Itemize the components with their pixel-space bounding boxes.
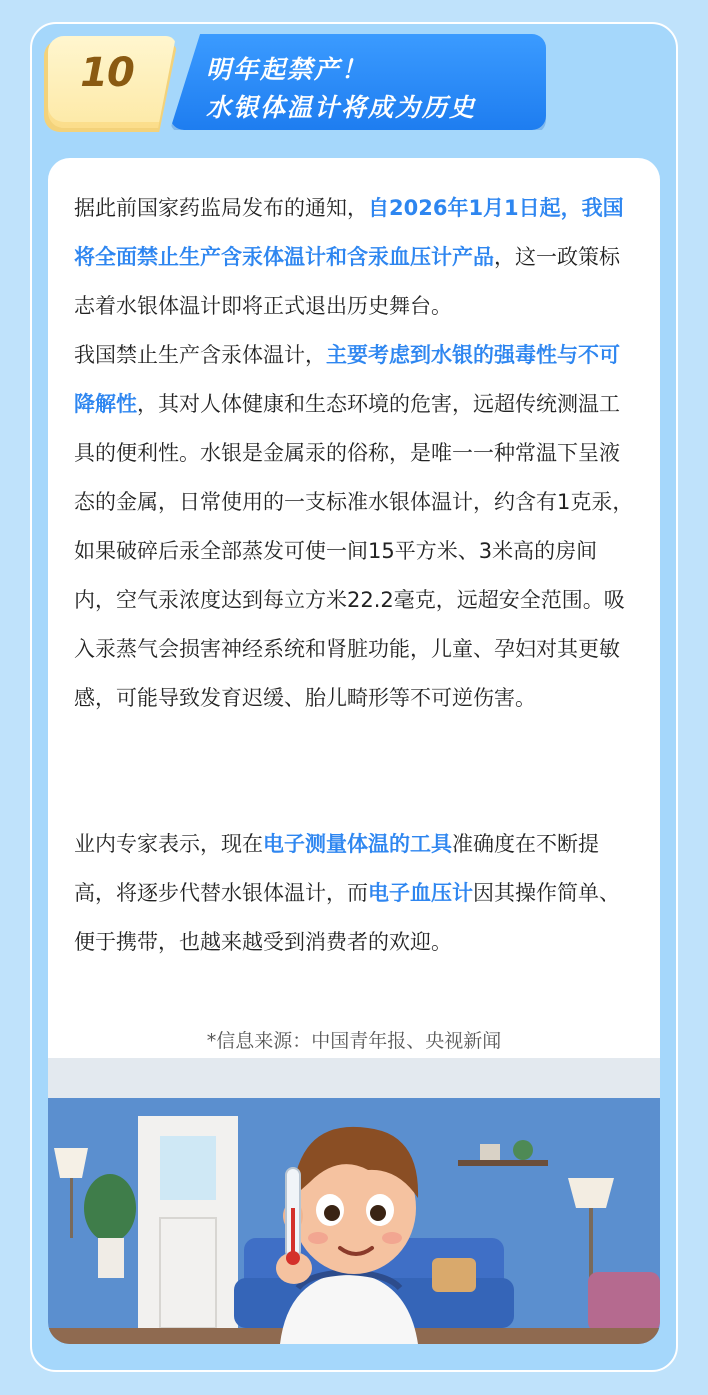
thermometer-bulb	[286, 1251, 300, 1265]
title-line-2: 水银体温计将成为历史	[206, 93, 477, 122]
paragraph-2-highlight: 主要考虑到水银的强毒性与不可降解性	[74, 343, 620, 416]
plant-leaves	[84, 1174, 136, 1242]
paragraph-2-text-c: ，其对人体健康和生态环境的危害，远超传统测温工具的便利性。水银是金属汞的俗称，是唯一一种常温下呈液态的金属，日常使用的一支标准水银体温计，约含有1克汞，如果破碎后汞全部蒸发可使一间15平方米、3米高的房间内，空气汞浓度达到每立方米22.2毫克，远超安全范围。吸入汞蒸气会损害神经系统和肾脏功能，儿童、孕妇对其更敏感，可能导致发育迟缓、胎儿畸形等不可逆伤害。	[74, 392, 634, 710]
boy-cheek-left	[308, 1232, 328, 1244]
paragraph-1-text-a: 据此前国家药监局发布的通知，	[74, 196, 368, 220]
paragraph-1	[74, 184, 639, 331]
boy-pupil-left	[324, 1205, 340, 1221]
paragraph-2	[74, 331, 639, 723]
ceiling	[48, 1058, 660, 1098]
section-number: 10	[80, 50, 134, 96]
paragraph-1-highlight: 自2026年1月1日起，我国将全面禁止生产含汞体温计和含汞血压计产品	[74, 196, 624, 269]
plant-pot	[98, 1238, 124, 1278]
paragraph-3-highlight-1: 电子测量体温的工具	[263, 832, 452, 856]
armchair	[588, 1272, 660, 1332]
paragraph-2-text-a: 我国禁止生产含汞体温计，	[74, 343, 326, 367]
room-scene-svg	[48, 1058, 660, 1344]
sofa-cushion	[432, 1258, 476, 1292]
paragraph-1-text-c: ，这一政策标志着水银体温计即将正式退出历史舞台。	[74, 245, 620, 318]
boy-with-thermometer-illustration	[48, 1058, 660, 1344]
door-window	[160, 1136, 216, 1200]
paragraph-3	[74, 820, 639, 967]
thermometer-mercury	[291, 1208, 295, 1256]
paragraph-3-highlight-2: 电子血压计	[368, 881, 473, 905]
paragraph-3-text-a: 业内专家表示，现在	[74, 832, 263, 856]
wall-shelf	[458, 1160, 548, 1166]
boy-cheek-right	[382, 1232, 402, 1244]
title-line-1: 明年起禁产！	[206, 55, 369, 84]
lamp-shade-right	[568, 1178, 614, 1208]
lamp-stand-left	[70, 1178, 73, 1238]
source-note: *信息来源：中国青年报、央视新闻	[206, 1030, 502, 1052]
paragraph-3-text-c: 准确度在不断提高，将逐步代替水银体温计，而	[74, 832, 599, 905]
shelf-plant	[513, 1140, 533, 1160]
shelf-item	[480, 1144, 500, 1160]
content-card	[48, 158, 660, 1344]
boy-pupil-right	[370, 1205, 386, 1221]
paragraph-3-text-e: 因其操作简单、便于携带，也越来越受到消费者的欢迎。	[74, 881, 620, 954]
